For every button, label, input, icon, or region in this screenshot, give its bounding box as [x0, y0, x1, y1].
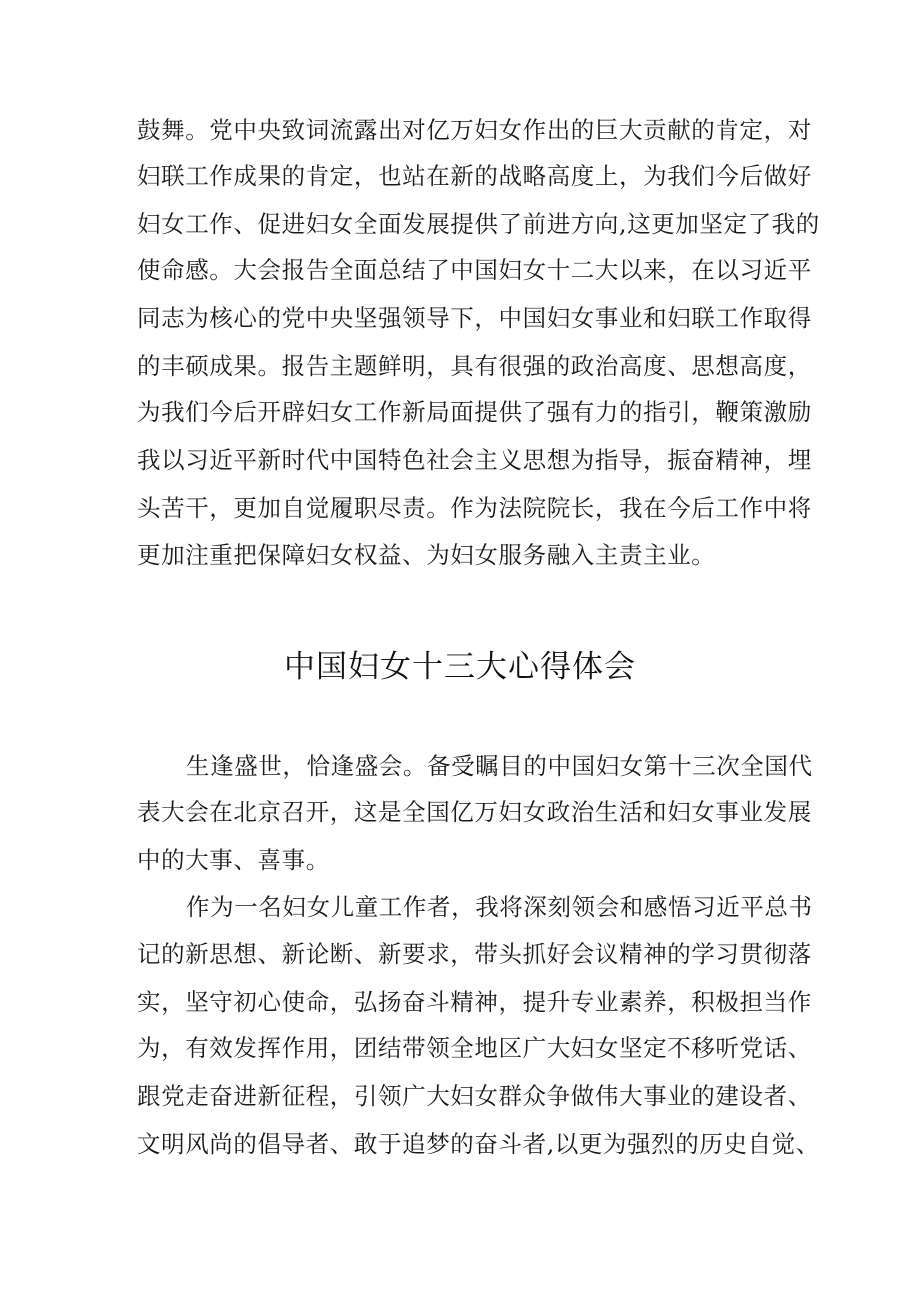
text-line: 生逢盛世，恰逢盛会。备受瞩目的中国妇女第十三次全国代 [186, 752, 813, 780]
text-line: 跟党走奋进新征程，引领广大妇女群众争做伟大事业的建设者、 [137, 1082, 812, 1110]
text-line: 为，有效发挥作用，团结带领全地区广大妇女坚定不移听党话、 [137, 1034, 812, 1062]
text-line: 中的大事、喜事。 [137, 846, 330, 874]
text-line: 鼓舞。党中央致词流露出对亿万妇女作出的巨大贡献的肯定，对 [137, 116, 812, 144]
text-line: 使命感。大会报告全面总结了中国妇女十二大以来，在以习近平 [137, 256, 812, 284]
text-line: 同志为核心的党中央坚强领导下，中国妇女事业和妇联工作取得 [137, 304, 812, 332]
text-line: 文明风尚的倡导者、敢于追梦的奋斗者,以更为强烈的历史自觉、 [137, 1130, 820, 1158]
text-line: 实，坚守初心使命，弘扬奋斗精神，提升专业素养，积极担当作 [137, 988, 812, 1016]
text-line: 我以习近平新时代中国特色社会主义思想为指导，振奋精神，埋 [137, 446, 812, 474]
text-line: 作为一名妇女儿童工作者，我将深刻领会和感悟习近平总书 [186, 893, 813, 921]
text-line: 更加注重把保障妇女权益、为妇女服务融入主责主业。 [137, 541, 716, 569]
text-line: 表大会在北京召开，这是全国亿万妇女政治生活和妇女事业发展 [137, 798, 812, 826]
text-line: 妇联工作成果的肯定，也站在新的战略高度上，为我们今后做好 [137, 162, 812, 190]
text-line: 妇女工作、促进妇女全面发展提供了前进方向,这更加坚定了我的 [137, 210, 820, 238]
text-line: 头苦干，更加自觉履职尽责。作为法院院长，我在今后工作中将 [137, 494, 812, 522]
article-heading: 中国妇女十三大心得体会 [284, 649, 636, 685]
text-line: 记的新思想、新论断、新要求，带头抓好会议精神的学习贯彻落 [137, 940, 812, 968]
text-line: 的丰硕成果。报告主题鲜明，具有很强的政治高度、思想高度， [137, 352, 812, 380]
text-line: 为我们今后开辟妇女工作新局面提供了强有力的指引，鞭策激励 [137, 398, 812, 426]
